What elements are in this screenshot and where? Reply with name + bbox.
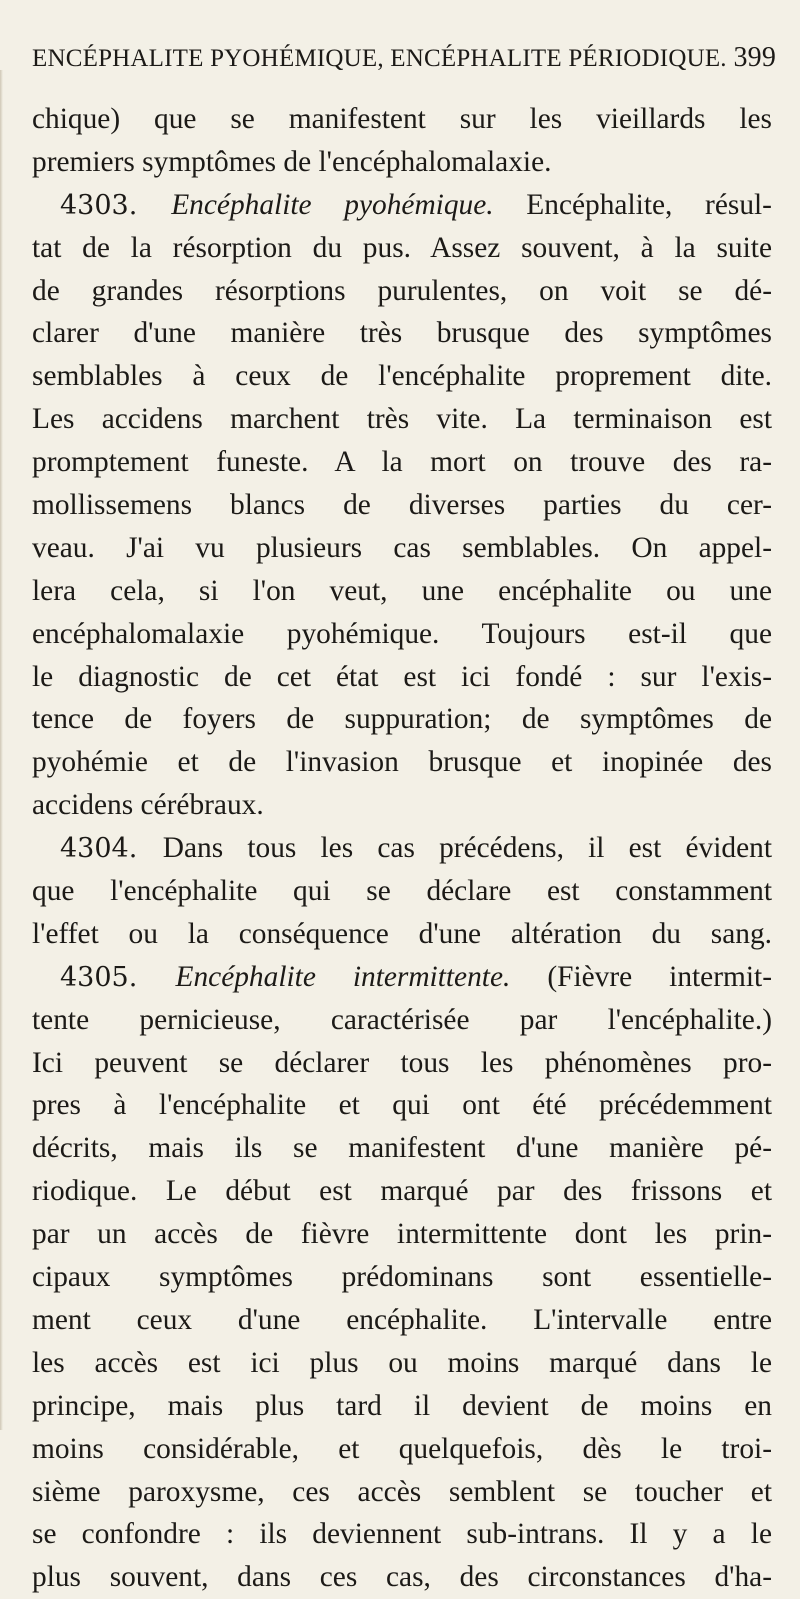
text-line	[32, 184, 772, 227]
text-line	[32, 1127, 772, 1170]
text-line	[32, 270, 772, 313]
text-line	[32, 98, 772, 141]
text-segment: veau. J'ai vu plusieurs cas semblables. On appel-	[32, 531, 772, 564]
text-line	[32, 141, 772, 184]
text-line	[32, 1471, 772, 1514]
text-segment: tente pernicieuse, caractérisée par l'encéphalite.)	[32, 1003, 772, 1036]
text-line	[32, 1256, 772, 1299]
text-segment: (Fièvre intermit-	[510, 960, 772, 993]
text-segment: moins considérable, et quelquefois, dès le troi-	[32, 1432, 772, 1465]
text-segment: se confondre : ils deviennent sub-intrans. Il y a le	[32, 1518, 772, 1551]
text-line	[32, 1299, 772, 1342]
text-segment: semblables à ceux de l'encéphalite proprement dite.	[32, 360, 772, 393]
text-line	[32, 355, 772, 398]
text-line	[32, 698, 772, 741]
text-line	[32, 1513, 772, 1556]
page-number: 399	[733, 42, 777, 73]
text-segment: promptement funeste. A la mort on trouve des ra-	[32, 446, 772, 479]
text-line	[32, 956, 772, 999]
section-heading: Encéphalite intermittente.	[175, 960, 511, 993]
running-title: ENCÉPHALITE PYOHÉMIQUE, ENCÉPHALITE PÉRIODIQUE.	[32, 45, 727, 72]
text-segment: ment ceux d'une encéphalite. L'intervalle entre	[32, 1303, 772, 1336]
text-segment: que l'encéphalite qui se déclare est constamment	[32, 875, 772, 908]
text-segment: premiers symptômes de l'encéphalomalaxie.	[32, 145, 552, 178]
text-segment: mollissemens blancs de diverses parties du cer-	[32, 489, 772, 522]
text-segment: Les accidens marchent très vite. La terminaison est	[32, 403, 772, 436]
text-segment: plus souvent, dans ces cas, des circonstances d'ha-	[32, 1561, 772, 1594]
text-segment: Ici peuvent se déclarer tous les phénomènes pro-	[32, 1046, 772, 1079]
body-text	[32, 98, 772, 1599]
text-line	[32, 527, 772, 570]
text-line	[32, 656, 772, 699]
text-segment: de grandes résorptions purulentes, on voit se dé-	[32, 274, 772, 307]
text-line	[32, 1170, 772, 1213]
text-segment: encéphalomalaxie pyohémique. Toujours est-il que	[32, 617, 772, 650]
text-line	[32, 570, 772, 613]
text-segment: clarer d'une manière très brusque des symptômes	[32, 317, 772, 350]
text-segment: pyohémie et de l'invasion brusque et inopinée des	[32, 746, 772, 779]
text-line	[32, 1084, 772, 1127]
text-line	[32, 441, 772, 484]
text-line	[32, 1213, 772, 1256]
text-segment: riodique. Le début est marqué par des frissons et	[32, 1175, 772, 1208]
text-segment: par un accès de fièvre intermittente dont les prin-	[32, 1218, 772, 1251]
text-line	[32, 1385, 772, 1428]
page-edge-shadow	[0, 70, 3, 1430]
text-segment: chique) que se manifestent sur les vieillards les	[32, 103, 772, 135]
text-line	[32, 999, 772, 1042]
text-line	[32, 741, 772, 784]
text-line	[32, 484, 772, 527]
text-line	[32, 784, 772, 827]
text-line	[32, 1556, 772, 1599]
text-segment: principe, mais plus tard il devient de moins en	[32, 1389, 772, 1422]
text-line	[32, 913, 772, 956]
text-segment: le diagnostic de cet état est ici fondé : sur l'exis-	[32, 660, 772, 693]
text-line	[32, 1342, 772, 1385]
text-segment: pres à l'encéphalite et qui ont été précédemment	[32, 1089, 772, 1122]
text-line	[32, 1428, 772, 1471]
paragraph-number: 4304.	[60, 833, 163, 865]
running-header	[32, 42, 777, 74]
text-line	[32, 312, 772, 355]
text-line	[32, 1042, 772, 1085]
text-segment: tat de la résorption du pus. Assez souvent, à la suite	[32, 231, 772, 264]
text-segment: les accès est ici plus ou moins marqué dans le	[32, 1346, 772, 1379]
paragraph-number: 4305.	[60, 961, 176, 993]
text-segment: cipaux symptômes prédominans sont essentielle-	[32, 1261, 772, 1294]
text-segment: sième paroxysme, ces accès semblent se toucher et	[32, 1475, 772, 1508]
text-segment: accidens cérébraux.	[32, 789, 264, 822]
text-segment: Dans tous les cas précédens, il est évident	[162, 832, 772, 865]
text-line	[32, 613, 772, 656]
text-line	[32, 398, 772, 441]
text-segment: l'effet ou la conséquence d'une altération du sang.	[32, 917, 772, 950]
text-line	[32, 870, 772, 913]
text-segment: lera cela, si l'on veut, une encéphalite ou une	[32, 574, 772, 607]
text-line	[32, 827, 772, 870]
section-heading: Encéphalite pyohémique.	[171, 188, 494, 221]
text-line	[32, 227, 772, 270]
paragraph-number: 4303.	[60, 189, 172, 221]
text-segment: tence de foyers de suppuration; de symptômes de	[32, 703, 772, 736]
text-segment: décrits, mais ils se manifestent d'une manière pé-	[32, 1132, 772, 1165]
text-segment: Encéphalite, résul-	[493, 188, 772, 221]
